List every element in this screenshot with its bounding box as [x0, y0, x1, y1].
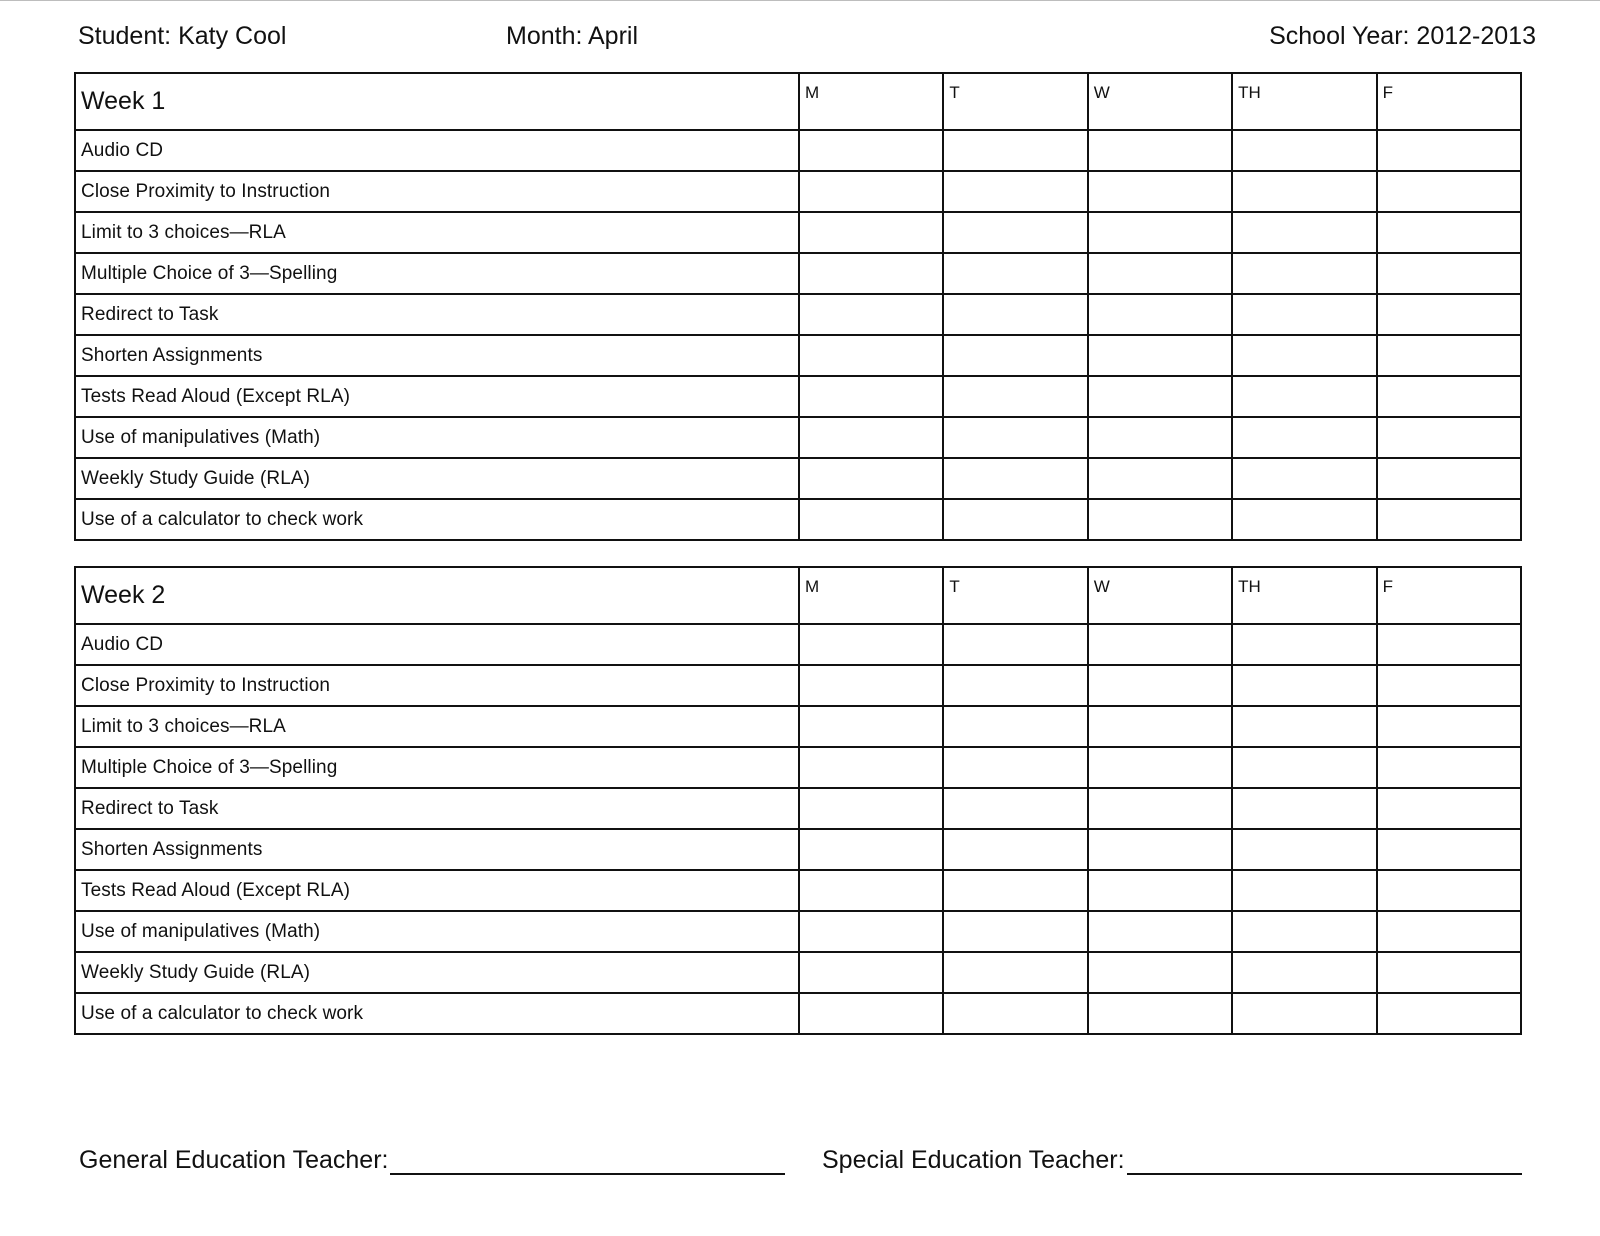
check-cell-th[interactable]: [1232, 829, 1376, 870]
check-cell-w[interactable]: [1088, 458, 1232, 499]
day-header-w: W: [1088, 73, 1232, 130]
check-cell-m[interactable]: [799, 706, 943, 747]
accommodation-label: Tests Read Aloud (Except RLA): [75, 870, 799, 911]
check-cell-f[interactable]: [1377, 911, 1521, 952]
check-cell-m[interactable]: [799, 911, 943, 952]
school-year-label: School Year: 2012-2013: [1269, 22, 1536, 50]
check-cell-t[interactable]: [943, 294, 1087, 335]
check-cell-t[interactable]: [943, 376, 1087, 417]
check-cell-th[interactable]: [1232, 788, 1376, 829]
accommodation-label: Shorten Assignments: [75, 829, 799, 870]
table-row: [75, 458, 1521, 499]
check-cell-f[interactable]: [1377, 993, 1521, 1034]
check-cell-m[interactable]: [799, 993, 943, 1034]
check-cell-w[interactable]: [1088, 911, 1232, 952]
week-title: Week 1: [75, 73, 799, 130]
check-cell-w[interactable]: [1088, 952, 1232, 993]
check-cell-w[interactable]: [1088, 253, 1232, 294]
check-cell-w[interactable]: [1088, 788, 1232, 829]
check-cell-m[interactable]: [799, 665, 943, 706]
check-cell-f[interactable]: [1377, 294, 1521, 335]
check-cell-m[interactable]: [799, 458, 943, 499]
check-cell-th[interactable]: [1232, 417, 1376, 458]
check-cell-f[interactable]: [1377, 747, 1521, 788]
check-cell-t[interactable]: [943, 624, 1087, 665]
check-cell-t[interactable]: [943, 952, 1087, 993]
check-cell-th[interactable]: [1232, 171, 1376, 212]
check-cell-t[interactable]: [943, 788, 1087, 829]
check-cell-m[interactable]: [799, 499, 943, 540]
check-cell-f[interactable]: [1377, 130, 1521, 171]
page-top-rule: [0, 0, 1600, 1]
check-cell-f[interactable]: [1377, 870, 1521, 911]
student-name: Student: Katy Cool: [78, 22, 287, 50]
special-teacher-signature-line[interactable]: [1127, 1147, 1522, 1175]
check-cell-t[interactable]: [943, 253, 1087, 294]
check-cell-m[interactable]: [799, 624, 943, 665]
check-cell-t[interactable]: [943, 993, 1087, 1034]
accommodation-label: Weekly Study Guide (RLA): [75, 952, 799, 993]
table-row: [75, 993, 1521, 1034]
check-cell-m[interactable]: [799, 417, 943, 458]
special-teacher-signature: [822, 1146, 1522, 1175]
check-cell-f[interactable]: [1377, 829, 1521, 870]
check-cell-f[interactable]: [1377, 417, 1521, 458]
table-row: [75, 212, 1521, 253]
check-cell-t[interactable]: [943, 829, 1087, 870]
check-cell-th[interactable]: [1232, 911, 1376, 952]
check-cell-w[interactable]: [1088, 335, 1232, 376]
accommodation-label: Limit to 3 choices—RLA: [75, 212, 799, 253]
check-cell-th[interactable]: [1232, 870, 1376, 911]
accommodation-label: Shorten Assignments: [75, 335, 799, 376]
check-cell-th[interactable]: [1232, 747, 1376, 788]
check-cell-m[interactable]: [799, 952, 943, 993]
check-cell-w[interactable]: [1088, 624, 1232, 665]
check-cell-m[interactable]: [799, 171, 943, 212]
table-row: [75, 376, 1521, 417]
day-header-t: T: [943, 73, 1087, 130]
check-cell-th[interactable]: [1232, 952, 1376, 993]
check-cell-f[interactable]: [1377, 499, 1521, 540]
table-row: [75, 130, 1521, 171]
accommodation-label: Multiple Choice of 3—Spelling: [75, 253, 799, 294]
check-cell-th[interactable]: [1232, 706, 1376, 747]
check-cell-m[interactable]: [799, 335, 943, 376]
accommodation-label: Audio CD: [75, 624, 799, 665]
check-cell-th[interactable]: [1232, 212, 1376, 253]
day-header-f: F: [1377, 567, 1521, 624]
table-row: [75, 417, 1521, 458]
check-cell-th[interactable]: [1232, 130, 1376, 171]
table-row: [75, 747, 1521, 788]
check-cell-t[interactable]: [943, 171, 1087, 212]
check-cell-th[interactable]: [1232, 993, 1376, 1034]
check-cell-m[interactable]: [799, 294, 943, 335]
check-cell-t[interactable]: [943, 499, 1087, 540]
check-cell-w[interactable]: [1088, 294, 1232, 335]
day-header-th: TH: [1232, 567, 1376, 624]
check-cell-f[interactable]: [1377, 624, 1521, 665]
table-row: [75, 294, 1521, 335]
check-cell-t[interactable]: [943, 665, 1087, 706]
check-cell-f[interactable]: [1377, 376, 1521, 417]
check-cell-m[interactable]: [799, 130, 943, 171]
check-cell-w[interactable]: [1088, 706, 1232, 747]
check-cell-th[interactable]: [1232, 376, 1376, 417]
check-cell-th[interactable]: [1232, 624, 1376, 665]
accommodation-label: Multiple Choice of 3—Spelling: [75, 747, 799, 788]
check-cell-th[interactable]: [1232, 458, 1376, 499]
check-cell-f[interactable]: [1377, 212, 1521, 253]
day-header-t: T: [943, 567, 1087, 624]
table-row: [75, 788, 1521, 829]
check-cell-t[interactable]: [943, 747, 1087, 788]
check-cell-th[interactable]: [1232, 294, 1376, 335]
month-label: Month: April: [506, 22, 639, 50]
table-row: [75, 624, 1521, 665]
check-cell-f[interactable]: [1377, 952, 1521, 993]
check-cell-m[interactable]: [799, 829, 943, 870]
day-header-w: W: [1088, 567, 1232, 624]
accommodation-label: Audio CD: [75, 130, 799, 171]
accommodation-label: Redirect to Task: [75, 294, 799, 335]
check-cell-w[interactable]: [1088, 870, 1232, 911]
check-cell-t[interactable]: [943, 870, 1087, 911]
check-cell-w[interactable]: [1088, 829, 1232, 870]
check-cell-w[interactable]: [1088, 747, 1232, 788]
check-cell-m[interactable]: [799, 376, 943, 417]
accommodation-label: Use of a calculator to check work: [75, 993, 799, 1034]
check-cell-t[interactable]: [943, 911, 1087, 952]
check-cell-w[interactable]: [1088, 212, 1232, 253]
check-cell-w[interactable]: [1088, 499, 1232, 540]
check-cell-w[interactable]: [1088, 417, 1232, 458]
check-cell-w[interactable]: [1088, 665, 1232, 706]
accommodation-label: Weekly Study Guide (RLA): [75, 458, 799, 499]
table-row: [75, 499, 1521, 540]
accommodation-label: Use of manipulatives (Math): [75, 417, 799, 458]
table-row: [75, 829, 1521, 870]
week-1-table: [74, 72, 1522, 541]
check-cell-f[interactable]: [1377, 788, 1521, 829]
check-cell-th[interactable]: [1232, 253, 1376, 294]
week-2-table: [74, 566, 1522, 1035]
table-row: [75, 911, 1521, 952]
accommodation-label: Redirect to Task: [75, 788, 799, 829]
accommodation-label: Close Proximity to Instruction: [75, 665, 799, 706]
check-cell-w[interactable]: [1088, 171, 1232, 212]
check-cell-t[interactable]: [943, 335, 1087, 376]
day-header-m: M: [799, 73, 943, 130]
check-cell-f[interactable]: [1377, 665, 1521, 706]
day-header-m: M: [799, 567, 943, 624]
check-cell-t[interactable]: [943, 458, 1087, 499]
check-cell-f[interactable]: [1377, 335, 1521, 376]
week-header-row: [75, 73, 1521, 130]
check-cell-m[interactable]: [799, 212, 943, 253]
general-teacher-signature-line[interactable]: [390, 1147, 785, 1175]
check-cell-w[interactable]: [1088, 376, 1232, 417]
check-cell-th[interactable]: [1232, 665, 1376, 706]
accommodation-label: Use of a calculator to check work: [75, 499, 799, 540]
check-cell-f[interactable]: [1377, 706, 1521, 747]
check-cell-f[interactable]: [1377, 171, 1521, 212]
table-row: [75, 870, 1521, 911]
check-cell-w[interactable]: [1088, 130, 1232, 171]
general-teacher-label: General Education Teacher:: [79, 1146, 389, 1174]
general-teacher-signature: [79, 1146, 785, 1175]
accommodation-label: Use of manipulatives (Math): [75, 911, 799, 952]
accommodation-label: Close Proximity to Instruction: [75, 171, 799, 212]
check-cell-w[interactable]: [1088, 993, 1232, 1034]
check-cell-f[interactable]: [1377, 253, 1521, 294]
day-header-th: TH: [1232, 73, 1376, 130]
check-cell-f[interactable]: [1377, 458, 1521, 499]
check-cell-th[interactable]: [1232, 499, 1376, 540]
accommodation-label: Tests Read Aloud (Except RLA): [75, 376, 799, 417]
table-row: [75, 665, 1521, 706]
week-header-row: [75, 567, 1521, 624]
check-cell-t[interactable]: [943, 130, 1087, 171]
check-cell-m[interactable]: [799, 747, 943, 788]
day-header-f: F: [1377, 73, 1521, 130]
table-row: [75, 706, 1521, 747]
table-row: [75, 952, 1521, 993]
check-cell-m[interactable]: [799, 788, 943, 829]
check-cell-m[interactable]: [799, 870, 943, 911]
table-row: [75, 171, 1521, 212]
check-cell-t[interactable]: [943, 706, 1087, 747]
table-row: [75, 253, 1521, 294]
week-title: Week 2: [75, 567, 799, 624]
special-teacher-label: Special Education Teacher:: [822, 1146, 1125, 1174]
check-cell-th[interactable]: [1232, 335, 1376, 376]
check-cell-m[interactable]: [799, 253, 943, 294]
table-row: [75, 335, 1521, 376]
check-cell-t[interactable]: [943, 417, 1087, 458]
accommodation-label: Limit to 3 choices—RLA: [75, 706, 799, 747]
check-cell-t[interactable]: [943, 212, 1087, 253]
